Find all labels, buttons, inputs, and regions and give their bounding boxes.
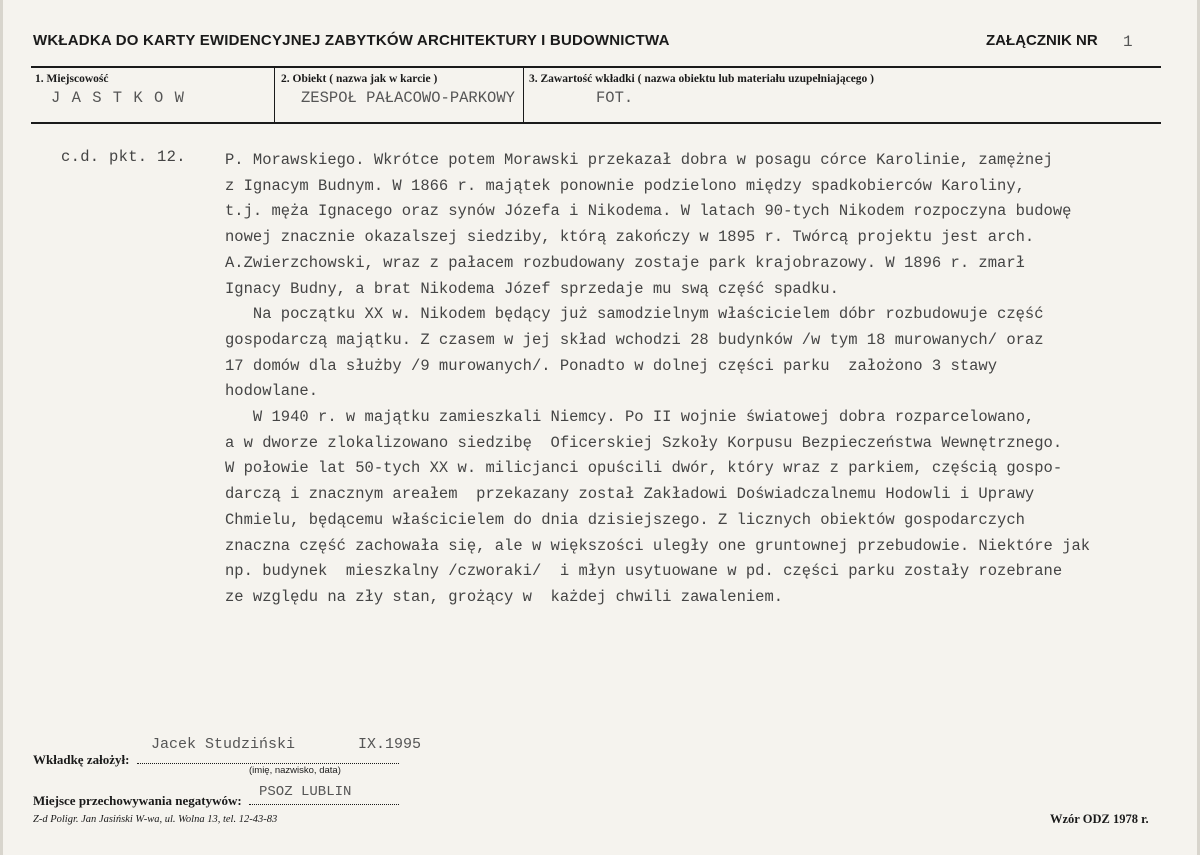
text-line: nowej znacznie okazalszej siedziby, którą zakończy w 1895 r. Twórcą projektu jest arch. — [225, 228, 1035, 247]
text-line: W połowie lat 50-tych XX w. milicjanci opuścili dwór, który wraz z parkiem, częścią gospo- — [225, 459, 1063, 478]
text-line: Ignacy Budny, a brat Nikodema Józef sprzedaje mu swą część spadku. — [225, 279, 839, 298]
header-top-rule — [31, 66, 1161, 68]
locality-value: J A S T K O W — [51, 89, 185, 107]
text-line: z Ignacym Budnym. W 1866 r. majątek ponownie podzielono między spadkobierców Karoliny, — [225, 176, 1025, 195]
text-line: P. Morawskiego. Wkrótce potem Morawski przekazał dobra w posagu córce Karolinie, zamężnej — [225, 151, 1053, 169]
text-line: a w dworze zlokalizowano siedzibę Oficerskiej Szkoły Korpusu Bezpieczeństwa Wewnętrznego. — [225, 433, 1063, 452]
negatives-location: PSOZ LUBLIN — [259, 784, 352, 800]
text-line: ze względu na zły stan, grożący w każdej chwili zawaleniem. — [225, 587, 784, 606]
author-dotted-line — [137, 763, 399, 764]
text-line: znaczna część zachowała się, ale w większości uległy one gruntownej przebudowie. Niektóre jak — [225, 536, 1091, 555]
header-divider-2 — [523, 66, 524, 124]
text-line: hodowlane. — [225, 382, 319, 401]
text-line: t.j. męża Ignacego oraz synów Józefa i Nikodema. W latach 90-tych Nikodem rozpoczyna budowę — [225, 202, 1072, 221]
author-name: Jacek Studziński — [151, 736, 296, 753]
typed-description — [225, 148, 1185, 611]
text-line: np. budynek mieszkalny /czworaki/ i młyn usytuowane w pd. części parku zostały rozebrane — [225, 562, 1063, 581]
text-line: Na początku XX w. Nikodem będący już samodzielnym właścicielem dóbr rozbudowuje część — [225, 305, 1044, 324]
object-value: ZESPOŁ PAŁACOWO-PARKOWY — [301, 89, 515, 107]
locality-label: 1. Miejscowość — [35, 73, 109, 85]
negatives-dotted-line — [249, 804, 399, 805]
negatives-label: Miejsce przechowywania negatywów: — [33, 793, 242, 808]
text-line: 17 domów dla służby /9 murowanych/. Ponadto w dolnej części parku założono 3 stawy — [225, 356, 998, 375]
content-label: 3. Zawartość wkładki ( nazwa obiektu lub materiału uzupełniającego ) — [529, 73, 875, 85]
text-line: Chmielu, będącemu właścicielem do dnia dzisiejszego. Z licznych obiektów gospodarczych — [225, 510, 1025, 529]
continuation-reference: c.d. pkt. 12. — [61, 148, 186, 166]
printer-imprint: Z-d Poligr. Jan Jasiński W-wa, ul. Wolna 13, tel. 12-43-83 — [33, 814, 278, 825]
attachment-label: ZAŁĄCZNIK NR — [986, 32, 1098, 49]
author-date: IX.1995 — [358, 736, 422, 753]
author-label: Wkładkę założył: — [33, 752, 130, 767]
text-line: darczą i znacznym areałem przekazany został Zakładowi Doświadczalnemu Hodowli i Uprawy — [225, 485, 1035, 504]
content-value: FOT. — [596, 89, 634, 107]
header-divider-1 — [274, 66, 275, 124]
text-line: A.Zwierzchowski, wraz z pałacem rozbudowany zostaje park krajobrazowy. W 1896 r. zmarł — [225, 253, 1025, 272]
attachment-number: 1 — [1123, 33, 1133, 51]
text-line: gospodarczą majątku. Z czasem w jej skład wchodzi 28 budynków /w tym 18 murowanych/ oraz — [225, 330, 1044, 349]
text-line: W 1940 r. w majątku zamieszkali Niemcy. Po II wojnie światowej dobra rozparcelowano, — [225, 408, 1035, 427]
form-code: Wzór ODZ 1978 r. — [1050, 812, 1149, 826]
form-title: WKŁADKA DO KARTY EWIDENCYJNEJ ZABYTKÓW ARCHITEKTURY I BUDOWNICTWA — [33, 32, 670, 49]
header-bottom-rule — [31, 122, 1161, 124]
author-hint: (imię, nazwisko, data) — [249, 765, 341, 776]
object-label: 2. Obiekt ( nazwa jak w karcie ) — [281, 73, 438, 85]
